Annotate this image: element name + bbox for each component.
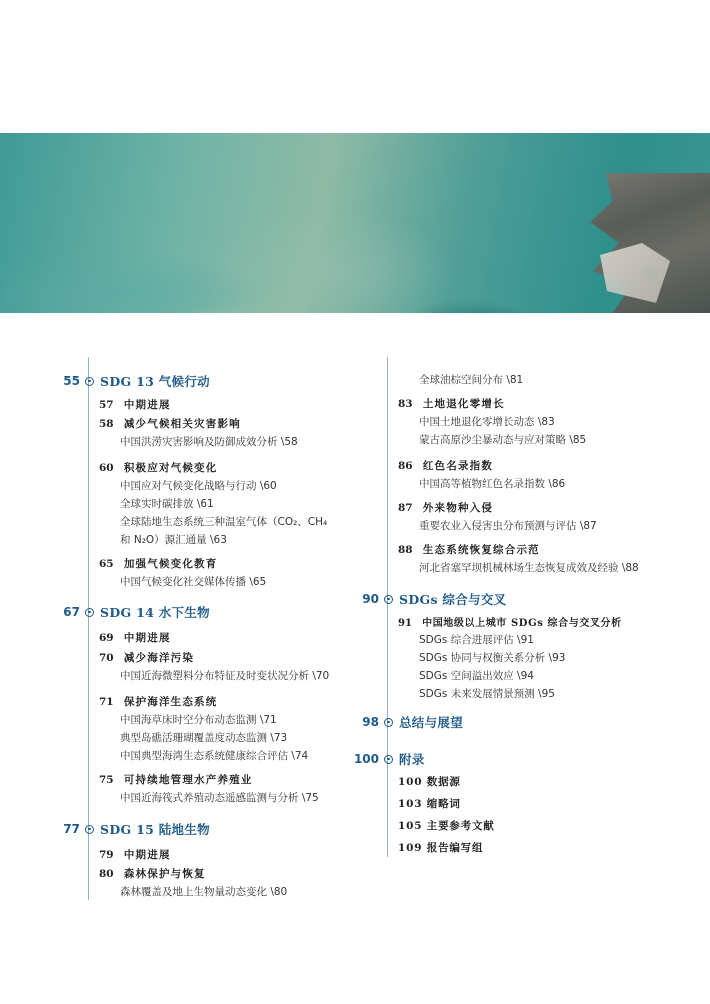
toc-subitem[interactable]: 全球陆地生态系统三种温室气体（CO₂、CH₄ bbox=[120, 516, 328, 528]
toc-subitem[interactable]: 河北省塞罕坝机械林场生态恢复成效及经验 \88 bbox=[419, 562, 639, 574]
section-page-number: 100 bbox=[353, 752, 379, 766]
toc-subitem[interactable]: 全球实时碳排放 \61 bbox=[120, 498, 214, 510]
target-circle-icon bbox=[384, 718, 393, 727]
toc-subitem[interactable]: 中国近海筏式养殖动态遥感监测与分析 \75 bbox=[120, 792, 319, 804]
section-page-number: 77 bbox=[63, 822, 80, 836]
toc-subitem[interactable]: SDGs 综合进展评估 \91 bbox=[419, 634, 534, 646]
target-circle-icon bbox=[384, 755, 393, 764]
section-page-number: 98 bbox=[362, 715, 379, 729]
target-circle-icon bbox=[85, 825, 94, 834]
toc-subitem[interactable]: 中国气候变化社交媒体传播 \65 bbox=[120, 576, 267, 588]
toc-item[interactable]: 86 红色名录指数 bbox=[398, 460, 494, 472]
toc-subitem[interactable]: 蒙古高原沙尘暴动态与应对策略 \85 bbox=[419, 434, 587, 446]
target-circle-icon bbox=[85, 377, 94, 386]
section-title: SDG 15 陆地生物 bbox=[100, 822, 210, 837]
toc-subitem[interactable]: SDGs 协同与权衡关系分析 \93 bbox=[419, 652, 566, 664]
toc-section-summary[interactable] bbox=[359, 713, 463, 731]
toc-section-sdg15[interactable] bbox=[60, 820, 210, 838]
target-circle-icon bbox=[85, 608, 94, 617]
toc-item[interactable]: 65 加强气候变化教育 bbox=[99, 558, 218, 570]
section-title: 附录 bbox=[399, 752, 425, 767]
toc-section-appendix[interactable] bbox=[353, 750, 425, 768]
toc-item[interactable]: 71 保护海洋生态系统 bbox=[99, 696, 218, 708]
toc-section-sdg14[interactable] bbox=[60, 603, 210, 621]
toc-subitem[interactable]: 中国典型海湾生态系统健康综合评估 \74 bbox=[120, 750, 309, 762]
toc-item[interactable]: 75 可持续地管理水产养殖业 bbox=[99, 774, 253, 786]
section-title: SDG 13 气候行动 bbox=[100, 374, 210, 389]
toc-subitem[interactable]: 重要农业入侵害虫分布预测与评估 \87 bbox=[419, 520, 597, 532]
toc-subitem[interactable]: 森林覆盖及地上生物量动态变化 \80 bbox=[120, 886, 288, 898]
toc-section-sdg13[interactable] bbox=[60, 372, 210, 390]
toc-subitem[interactable]: 中国土地退化零增长动态 \83 bbox=[419, 416, 555, 428]
appendix-item[interactable]: 105 主要参考文献 bbox=[398, 820, 495, 832]
toc-item[interactable]: 87 外来物种入侵 bbox=[398, 502, 494, 514]
toc-section-sdgs-integrated[interactable] bbox=[359, 590, 506, 608]
section-page-number: 90 bbox=[362, 592, 379, 606]
toc-item[interactable]: 70 减少海洋污染 bbox=[99, 652, 195, 664]
toc-subitem[interactable]: 中国高等植物红色名录指数 \86 bbox=[419, 478, 566, 490]
toc-item[interactable]: 88 生态系统恢复综合示范 bbox=[398, 544, 540, 556]
appendix-item[interactable]: 103 缩略词 bbox=[398, 798, 461, 810]
section-title: SDGs 综合与交叉 bbox=[399, 592, 507, 607]
toc-item[interactable]: 80 森林保护与恢复 bbox=[99, 868, 206, 880]
section-title: 总结与展望 bbox=[399, 715, 464, 730]
toc-item[interactable]: 57 中期进展 bbox=[99, 399, 171, 411]
toc-subitem[interactable]: 中国海草床时空分布动态监测 \71 bbox=[120, 714, 277, 726]
toc-subitem[interactable]: SDGs 空间溢出效应 \94 bbox=[419, 670, 534, 682]
left-column-rule bbox=[88, 357, 89, 900]
appendix-item[interactable]: 100 数据源 bbox=[398, 776, 461, 788]
toc-subitem[interactable]: 中国应对气候变化战略与行动 \60 bbox=[120, 480, 277, 492]
toc-item[interactable]: 91 中国地级以上城市 SDGs 综合与交叉分析 bbox=[398, 618, 622, 629]
toc-subitem[interactable]: 和 N₂O）源汇通量 \63 bbox=[120, 534, 227, 546]
toc-subitem[interactable]: SDGs 未来发展情景预测 \95 bbox=[419, 688, 555, 700]
section-title: SDG 14 水下生物 bbox=[100, 605, 210, 620]
appendix-item[interactable]: 109 报告编写组 bbox=[398, 842, 484, 854]
toc-subitem[interactable]: 典型岛礁活珊瑚覆盖度动态监测 \73 bbox=[120, 732, 288, 744]
cover-satellite-image bbox=[0, 133, 710, 313]
toc-subitem[interactable]: 中国洪涝灾害影响及防御成效分析 \58 bbox=[120, 436, 298, 448]
toc-item[interactable]: 83 土地退化零增长 bbox=[398, 398, 505, 410]
section-page-number: 55 bbox=[63, 374, 80, 388]
toc-item[interactable]: 69 中期进展 bbox=[99, 632, 171, 644]
toc-item[interactable]: 60 积极应对气候变化 bbox=[99, 462, 218, 474]
section-page-number: 67 bbox=[63, 605, 80, 619]
toc-subitem[interactable]: 全球油棕空间分布 \81 bbox=[419, 374, 524, 386]
toc-item[interactable]: 79 中期进展 bbox=[99, 849, 171, 861]
toc-item[interactable]: 58 减少气候相关灾害影响 bbox=[99, 418, 241, 430]
target-circle-icon bbox=[384, 595, 393, 604]
toc-subitem[interactable]: 中国近海微塑料分布特征及时变状况分析 \70 bbox=[120, 670, 330, 682]
